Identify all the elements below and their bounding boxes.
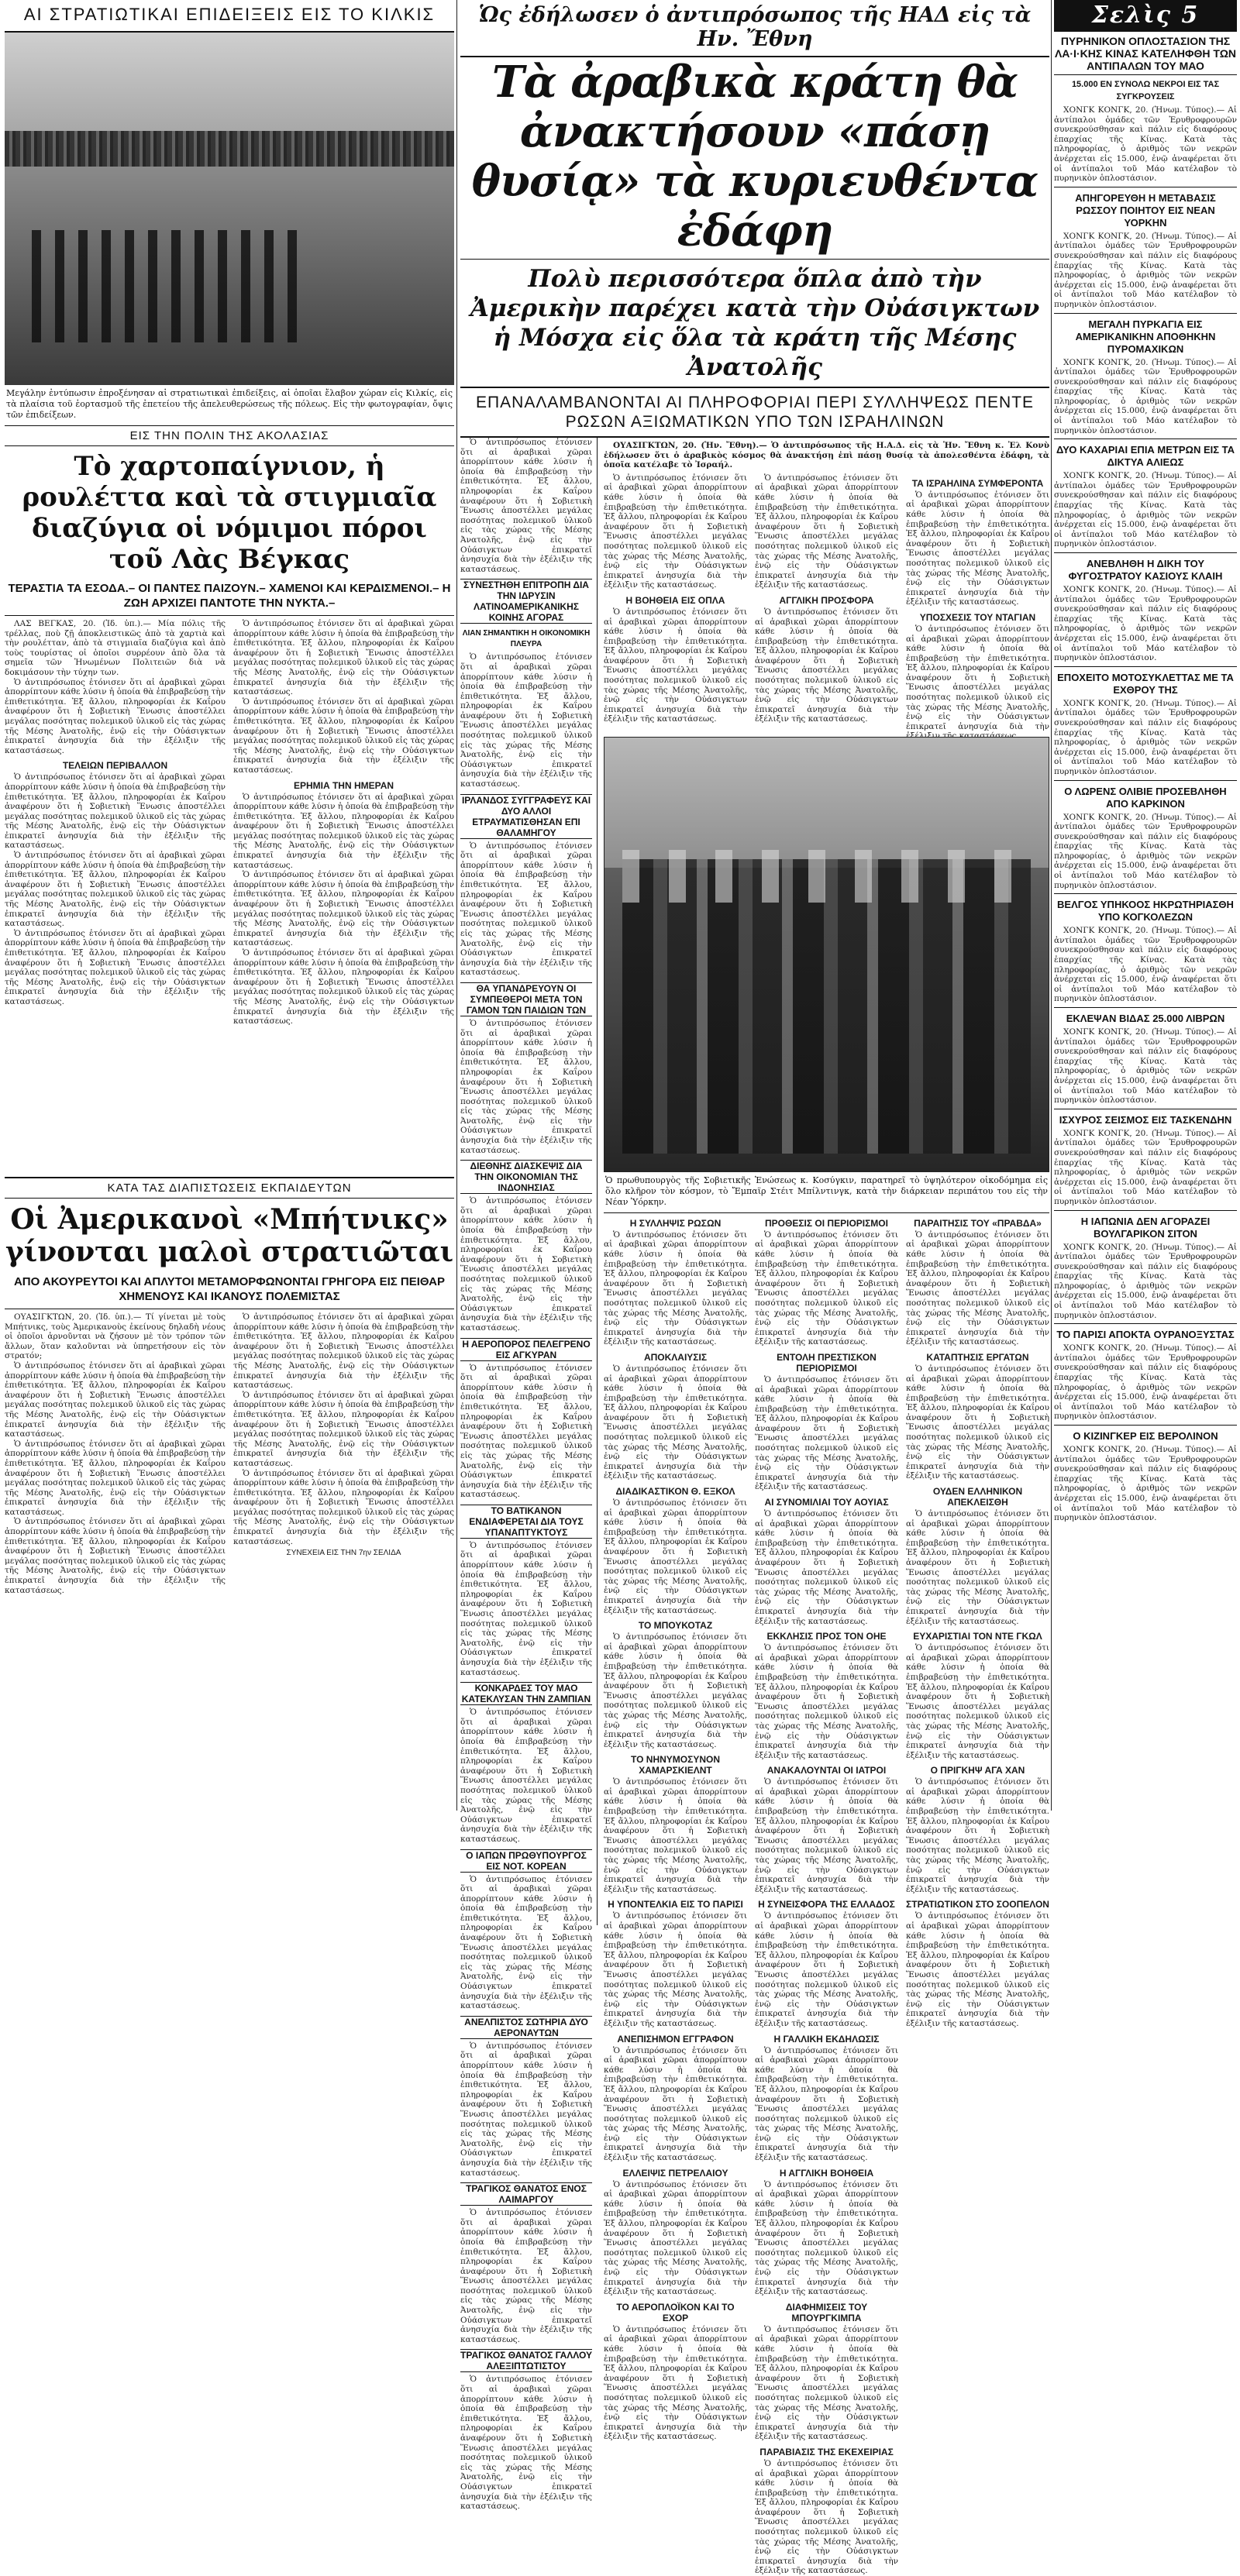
- right-head-1: ΜΕΓΑΛΗ ΠΥΡΚΑΓΙΑ ΕΙΣ ΑΜΕΡΙΚΑΝΙΚΗΝ ΑΠΟΘΗΚΗΝ ΠΥΡΟΜΑΧΙΚΩΝ: [1075, 318, 1216, 355]
- main-story: [604, 438, 1049, 2576]
- lower-c-head-4: Ο ΠΡΙΓΚΗΨ ΑΓΑ ΧΑΝ: [930, 1765, 1025, 1776]
- story1-filler-b: Ὁ ἀντιπρόσωπος ἐτόνισεν ὅτι αἱ ἀραβικαὶ χῶραι ἀπορρίπτουν κάθε λύσιν ἡ ὁποία θὰ ἐπιβραβεύσῃ τὴν ἐπιθετικότητα. Ἐξ ἄλλου, πληροφορίαι ἐκ Καΐρου ἀναφέρουν ὅτι ἡ Σοβιετικὴ Ἕνωσις ἀποστέλλει μεγάλας ποσότητας πολεμικοῦ ὑλικοῦ εἰς τὰς χώρας τῆς Μέσης Ἀνατολῆς, ἐνῷ εἰς τὴν Οὐάσιγκτων ἐπικρατεῖ ἀνησυχία διὰ τὴν ἐξέλιξιν τῆς καταστάσεως.: [5, 772, 226, 851]
- right-filler-7: ΧΟΝΓΚ ΚΟΝΓΚ, 20. (Ἡνωμ. Τύπος).— Αἱ ἀντίπαλοι ὁμάδες τῶν Ἐρυθροφρουρῶν συνεκρούσθησαν καὶ πάλιν εἰς διαφόρους ἐπαρχίας τῆς Κίνας. Κατὰ τὰς πληροφορίας, ὁ ἀριθμὸς τῶν νεκρῶν ἀνέρχεται εἰς 15.000, ἐνῷ ἀναφέρεται ὅτι οἱ ἀντίπαλοι τοῦ Μάο κατέλαβον τὸ πυρηνικὸν ὁπλοστάσιον.: [1054, 1027, 1237, 1106]
- story1-kicker: ΕΙΣ ΤΗΝ ΠΟΛΙΝ ΤΗΣ ΑΚΟΛΑΣΙΑΣ: [5, 426, 454, 446]
- lead-sub2: ΑΓΓΛΙΚΗ ΠΡΟΣΦΟΡΑ: [779, 594, 874, 606]
- mini-filler-2: Ὁ ἀντιπρόσωπος ἐτόνισεν ὅτι αἱ ἀραβικαὶ χῶραι ἀπορρίπτουν κάθε λύσιν ἡ ὁποία θὰ ἐπιβραβεύσῃ τὴν ἐπιθετικότητα. Ἐξ ἄλλου, πληροφορίαι ἐκ Καΐρου ἀναφέρουν ὅτι ἡ Σοβιετικὴ Ἕνωσις ἀποστέλλει μεγάλας ποσότητας πολεμικοῦ ὑλικοῦ εἰς τὰς χώρας τῆς Μέσης Ἀνατολῆς, ἐνῷ εἰς τὴν Οὐάσιγκτων ἐπικρατεῖ ἀνησυχία διὰ τὴν ἐξέλιξιν τῆς καταστάσεως.: [460, 841, 592, 978]
- lower-b-filler-9: Ὁ ἀντιπρόσωπος ἐτόνισεν ὅτι αἱ ἀραβικαὶ χῶραι ἀπορρίπτουν κάθε λύσιν ἡ ὁποία θὰ ἐπιβραβεύσῃ τὴν ἐπιθετικότητα. Ἐξ ἄλλου, πληροφορίαι ἐκ Καΐρου ἀναφέρουν ὅτι ἡ Σοβιετικὴ Ἕνωσις ἀποστέλλει μεγάλας ποσότητας πολεμικοῦ ὑλικοῦ εἰς τὰς χώρας τῆς Μέσης Ἀνατολῆς, ἐνῷ εἰς τὴν Οὐάσιγκτων ἐπικρατεῖ ἀνησυχία διὰ τὴν ἐξέλιξιν τῆς καταστάσεως.: [755, 2458, 898, 2576]
- lower-b-head-7: Η ΑΓΓΛΙΚΗ ΒΟΗΘΕΙΑ: [779, 2167, 874, 2179]
- center-column: [460, 0, 1049, 2576]
- story1-deck: ΤΕΡΑΣΤΙΑ ΤΑ ΕΣΟΔΑ.– ΟΙ ΠΑΝΤΕΣ ΠΑΙΖΟΥΝ.– ΧΑΜΕΝΟΙ ΚΑΙ ΚΕΡΔΙΣΜΕΝΟΙ.– Η ΖΩΗ ΑΡΧΙΖΕΙ ΠΑΝΤΟΤΕ ΤΗΝ ΝΥΚΤΑ.–: [5, 580, 454, 616]
- mini-filler-1: Ὁ ἀντιπρόσωπος ἐτόνισεν ὅτι αἱ ἀραβικαὶ χῶραι ἀπορρίπτουν κάθε λύσιν ἡ ὁποία θὰ ἐπιβραβεύσῃ τὴν ἐπιθετικότητα. Ἐξ ἄλλου, πληροφορίαι ἐκ Καΐρου ἀναφέρουν ὅτι ἡ Σοβιετικὴ Ἕνωσις ἀποστέλλει μεγάλας ποσότητας πολεμικοῦ ὑλικοῦ εἰς τὰς χώρας τῆς Μέσης Ἀνατολῆς, ἐνῷ εἰς τὴν Οὐάσιγκτων ἐπικρατεῖ ἀνησυχία διὰ τὴν ἐξέλιξιν τῆς καταστάσεως.: [460, 652, 592, 789]
- lower-filler-7: Ὁ ἀντιπρόσωπος ἐτόνισεν ὅτι αἱ ἀραβικαὶ χῶραι ἀπορρίπτουν κάθε λύσιν ἡ ὁποία θὰ ἐπιβραβεύσῃ τὴν ἐπιθετικότητα. Ἐξ ἄλλου, πληροφορίαι ἐκ Καΐρου ἀναφέρουν ὅτι ἡ Σοβιετικὴ Ἕνωσις ἀποστέλλει μεγάλας ποσότητας πολεμικοῦ ὑλικοῦ εἰς τὰς χώρας τῆς Μέσης Ἀνατολῆς, ἐνῷ εἰς τὴν Οὐάσιγκτων ἐπικρατεῖ ἀνησυχία διὰ τὴν ἐξέλιξιν τῆς καταστάσεως.: [604, 2179, 747, 2297]
- right-head-0: ΑΠΗΓΟΡΕΥΘΗ Η ΜΕΤΑΒΑΣΙΣ ΡΩΣΣΟΥ ΠΟΙΗΤΟΥ ΕΙΣ ΝΕΑΝ ΥΟΡΚΗΝ: [1075, 191, 1216, 229]
- lower-b-head-0: ΠΡΟΘΕΣΙΣ ΟΙ ΠΕΡΙΟΡΙΣΜΟΙ: [765, 1217, 888, 1229]
- lead-sub1: Η ΒΟΗΘΕΙΑ ΕΙΣ ΟΠΛΑ: [625, 594, 725, 606]
- story1-filler-f: Ὁ ἀντιπρόσωπος ἐτόνισεν ὅτι αἱ ἀραβικαὶ χῶραι ἀπορρίπτουν κάθε λύσιν ἡ ὁποία θὰ ἐπιβραβεύσῃ τὴν ἐπιθετικότητα. Ἐξ ἄλλου, πληροφορίαι ἐκ Καΐρου ἀναφέρουν ὅτι ἡ Σοβιετικὴ Ἕνωσις ἀποστέλλει μεγάλας ποσότητας πολεμικοῦ ὑλικοῦ εἰς τὰς χώρας τῆς Μέσης Ἀνατολῆς, ἐνῷ εἰς τὴν Οὐάσιγκτων ἐπικρατεῖ ἀνησυχία διὰ τὴν ἐξέλιξιν τῆς καταστάσεως.: [233, 696, 454, 775]
- lower-b-head-3: ΕΚΚΛΗΣΙΣ ΠΡΟΣ ΤΟΝ ΟΗΕ: [766, 1631, 887, 1642]
- story1-filler-e: Ὁ ἀντιπρόσωπος ἐτόνισεν ὅτι αἱ ἀραβικαὶ χῶραι ἀπορρίπτουν κάθε λύσιν ἡ ὁποία θὰ ἐπιβραβεύσῃ τὴν ἐπιθετικότητα. Ἐξ ἄλλου, πληροφορίαι ἐκ Καΐρου ἀναφέρουν ὅτι ἡ Σοβιετικὴ Ἕνωσις ἀποστέλλει μεγάλας ποσότητας πολεμικοῦ ὑλικοῦ εἰς τὰς χώρας τῆς Μέσης Ἀνατολῆς, ἐνῷ εἰς τὴν Οὐάσιγκτων ἐπικρατεῖ ἀνησυχία διὰ τὴν ἐξέλιξιν τῆς καταστάσεως.: [233, 619, 454, 697]
- lower-b-filler-2: Ὁ ἀντιπρόσωπος ἐτόνισεν ὅτι αἱ ἀραβικαὶ χῶραι ἀπορρίπτουν κάθε λύσιν ἡ ὁποία θὰ ἐπιβραβεύσῃ τὴν ἐπιθετικότητα. Ἐξ ἄλλου, πληροφορίαι ἐκ Καΐρου ἀναφέρουν ὅτι ἡ Σοβιετικὴ Ἕνωσις ἀποστέλλει μεγάλας ποσότητας πολεμικοῦ ὑλικοῦ εἰς τὰς χώρας τῆς Μέσης Ἀνατολῆς, ἐνῷ εἰς τὴν Οὐάσιγκτων ἐπικρατεῖ ἀνησυχία διὰ τὴν ἐξέλιξιν τῆς καταστάσεως.: [755, 1509, 898, 1626]
- lower-filler-8: Ὁ ἀντιπρόσωπος ἐτόνισεν ὅτι αἱ ἀραβικαὶ χῶραι ἀπορρίπτουν κάθε λύσιν ἡ ὁποία θὰ ἐπιβραβεύσῃ τὴν ἐπιθετικότητα. Ἐξ ἄλλου, πληροφορίαι ἐκ Καΐρου ἀναφέρουν ὅτι ἡ Σοβιετικὴ Ἕνωσις ἀποστέλλει μεγάλας ποσότητας πολεμικοῦ ὑλικοῦ εἰς τὰς χώρας τῆς Μέσης Ἀνατολῆς, ἐνῷ εἰς τὴν Οὐάσιγκτων ἐπικρατεῖ ἀνησυχία διὰ τὴν ἐξέλιξιν τῆς καταστάσεως.: [604, 2324, 747, 2442]
- lower-c-head-5: ΣΤΡΑΤΙΩΤΙΚΟΝ ΣΤΟ ΣΟΟΠΕΛΟΝ: [906, 1899, 1049, 1911]
- right-lead-text: ΧΟΝΓΚ ΚΟΝΓΚ, 20. (Ἡνωμ. Τύπος).— Αἱ ἀντίπαλοι ὁμάδες τῶν Ἐρυθροφρουρῶν συνεκρούσθησαν καὶ πάλιν εἰς διαφόρους ἐπαρχίας τῆς Κίνας. Κατὰ τὰς πληροφορίας, ὁ ἀριθμὸς τῶν νεκρῶν ἀνέρχεται εἰς 15.000, ἐνῷ ἀναφέρεται ὅτι οἱ ἀντίπαλοι τοῦ Μάο κατέλαβον τὸ πυρηνικὸν ὁπλοστάσιον.: [1054, 105, 1237, 184]
- lead-filler-b: Ὁ ἀντιπρόσωπος ἐτόνισεν ὅτι αἱ ἀραβικαὶ χῶραι ἀπορρίπτουν κάθε λύσιν ἡ ὁποία θὰ ἐπιβραβεύσῃ τὴν ἐπιθετικότητα. Ἐξ ἄλλου, πληροφορίαι ἐκ Καΐρου ἀναφέρουν ὅτι ἡ Σοβιετικὴ Ἕνωσις ἀποστέλλει μεγάλας ποσότητας πολεμικοῦ ὑλικοῦ εἰς τὰς χώρας τῆς Μέσης Ἀνατολῆς, ἐνῷ εἰς τὴν Οὐάσιγκτων ἐπικρατεῖ ἀνησυχία διὰ τὴν ἐξέλιξιν τῆς καταστάσεως.: [604, 607, 747, 724]
- lower-filler-4: Ὁ ἀντιπρόσωπος ἐτόνισεν ὅτι αἱ ἀραβικαὶ χῶραι ἀπορρίπτουν κάθε λύσιν ἡ ὁποία θὰ ἐπιβραβεύσῃ τὴν ἐπιθετικότητα. Ἐξ ἄλλου, πληροφορίαι ἐκ Καΐρου ἀναφέρουν ὅτι ἡ Σοβιετικὴ Ἕνωσις ἀποστέλλει μεγάλας ποσότητας πολεμικοῦ ὑλικοῦ εἰς τὰς χώρας τῆς Μέσης Ἀνατολῆς, ἐνῷ εἰς τὴν Οὐάσιγκτων ἐπικρατεῖ ἀνησυχία διὰ τὴν ἐξέλιξιν τῆς καταστάσεως.: [604, 1777, 747, 1894]
- lower-head-8: ΤΟ ΑΕΡΟΠΛΟΪΚΟΝ ΚΑΙ ΤΟ ΕΧΟΡ: [616, 2301, 735, 2323]
- lower-filler-6: Ὁ ἀντιπρόσωπος ἐτόνισεν ὅτι αἱ ἀραβικαὶ χῶραι ἀπορρίπτουν κάθε λύσιν ἡ ὁποία θὰ ἐπιβραβεύσῃ τὴν ἐπιθετικότητα. Ἐξ ἄλλου, πληροφορίαι ἐκ Καΐρου ἀναφέρουν ὅτι ἡ Σοβιετικὴ Ἕνωσις ἀποστέλλει μεγάλας ποσότητας πολεμικοῦ ὑλικοῦ εἰς τὰς χώρας τῆς Μέσης Ἀνατολῆς, ἐνῷ εἰς τὴν Οὐάσιγκτων ἐπικρατεῖ ἀνησυχία διὰ τὴν ἐξέλιξιν τῆς καταστάσεως.: [604, 2045, 747, 2163]
- page-number-masthead: Σελὶς 5: [1054, 0, 1237, 32]
- photo-caption: Μεγάλην ἐντύπωσιν ἐπροξένησαν αἱ στρατιωτικαὶ ἐπιδείξεις, αἱ ὁποῖαι ἔλαβον χώραν εἰς Κιλκίς, εἰς τὰ πλαίσια τοῦ ἑορτασμοῦ τῆς ἐπετείου τῆς ἀπελευθερώσεως τῆς πόλεως. Εἰς τὴν φωτογραφίαν, ὄψις τῶν ἐπιδείξεων.: [5, 385, 454, 426]
- lower-c-head-2: ΟΥΔΕΝ ΕΛΛΗΝΙΚΟΝ ΑΠΕΚΛΕΙΣΘΗ: [932, 1486, 1023, 1508]
- mini-head-1b: ΛΙΑΝ ΣΗΜΑΝΤΙΚΗ Η ΟΙΚΟΝΟΜΙΚΗ ΠΛΕΥΡΑ: [462, 629, 591, 649]
- story2-text: ΟΥΑΣΙΓΚΤΩΝ, 20. (Ἰδ. ὑπ.).— Τί γίνεται μὲ τοὺς Μπήτνικς, τοὺς Ἀμερικανοὺς ἐκείνους δηλαδὴ νέους οἱ ὁποῖοι ἀρνοῦνται νὰ ζήσουν μὲ τὸν τρόπον τῶν ἄλλων, ὅταν καλοῦνται νὰ ὑπηρετήσουν εἰς τὸν στρατόν;: [5, 1312, 226, 1361]
- lower-head-2: ΔΙΑΔΙΚΑΣΤΙΚΟΝ Θ. ΕΞΚΟΛ: [615, 1486, 735, 1498]
- mini-filler-10: Ὁ ἀντιπρόσωπος ἐτόνισεν ὅτι αἱ ἀραβικαὶ χῶραι ἀπορρίπτουν κάθε λύσιν ἡ ὁποία θὰ ἐπιβραβεύσῃ τὴν ἐπιθετικότητα. Ἐξ ἄλλου, πληροφορίαι ἐκ Καΐρου ἀναφέρουν ὅτι ἡ Σοβιετικὴ Ἕνωσις ἀποστέλλει μεγάλας ποσότητας πολεμικοῦ ὑλικοῦ εἰς τὰς χώρας τῆς Μέσης Ἀνατολῆς, ἐνῷ εἰς τὴν Οὐάσιγκτων ἐπικρατεῖ ἀνησυχία διὰ τὴν ἐξέλιξιν τῆς καταστάσεως.: [460, 2208, 592, 2344]
- right-filler-0: ΧΟΝΓΚ ΚΟΝΓΚ, 20. (Ἡνωμ. Τύπος).— Αἱ ἀντίπαλοι ὁμάδες τῶν Ἐρυθροφρουρῶν συνεκρούσθησαν καὶ πάλιν εἰς διαφόρους ἐπαρχίας τῆς Κίνας. Κατὰ τὰς πληροφορίας, ὁ ἀριθμὸς τῶν νεκρῶν ἀνέρχεται εἰς 15.000, ἐνῷ ἀναφέρεται ὅτι οἱ ἀντίπαλοι τοῦ Μάο κατέλαβον τὸ πυρηνικὸν ὁπλοστάσιον.: [1054, 231, 1237, 309]
- right-head-10: ΤΟ ΠΑΡΙΣΙ ΑΠΟΚΤΑ ΟΥΡΑΝΟΞΥΣΤΑΣ: [1056, 1329, 1235, 1341]
- mini-head-7: ΚΟΝΚΑΡΔΕΣ ΤΟΥ ΜΑΟ ΚΑΤΕΚΛΥΣΑΝ ΤΗΝ ΖΑΜΠΙΑΝ: [461, 1683, 591, 1705]
- right-lead-headline: ΠΥΡΗΝΙΚΟΝ ΟΠΛΟΣΤΑΣΙΟΝ ΤΗΣ ΛΑ·Ι·ΚΗΣ ΚΙΝΑΣ ΚΑΤΕΛΗΦΘΗ ΤΩΝ ΑΝΤΙΠΑΛΩΝ ΤΟΥ ΜΑΟ: [1054, 35, 1237, 72]
- lower-head-5: Η ΥΠΟΝΤΕΛΚΙΑ ΕΙΣ ΤΟ ΠΑΡΙΣΙ: [608, 1899, 743, 1911]
- story2-headline: Οἱ Ἀμερικανοὶ «Μπήτνικς» γίνονται μαλοὶ στρατιῶται: [5, 1203, 453, 1268]
- lower-c-filler-5: Ὁ ἀντιπρόσωπος ἐτόνισεν ὅτι αἱ ἀραβικαὶ χῶραι ἀπορρίπτουν κάθε λύσιν ἡ ὁποία θὰ ἐπιβραβεύσῃ τὴν ἐπιθετικότητα. Ἐξ ἄλλου, πληροφορίαι ἐκ Καΐρου ἀναφέρουν ὅτι ἡ Σοβιετικὴ Ἕνωσις ἀποστέλλει μεγάλας ποσότητας πολεμικοῦ ὑλικοῦ εἰς τὰς χώρας τῆς Μέσης Ἀνατολῆς, ἐνῷ εἰς τὴν Οὐάσιγκτων ἐπικρατεῖ ἀνησυχία διὰ τὴν ἐξέλιξιν τῆς καταστάσεως.: [906, 1911, 1049, 2028]
- story2-deck: ΑΠΟ ΑΚΟΥΡΕΥΤΟΙ ΚΑΙ ΑΠΛΥΤΟΙ ΜΕΤΑΜΟΡΦΩΝΟΝΤΑΙ ΓΡΗΓΟΡΑ ΕΙΣ ΠΕΙΘΑΡ ΧΗΜΕΝΟΥΣ ΚΑΙ ΙΚΑΝΟΥΣ ΠΟΛΕΜΙΣΤΑΣ: [5, 1273, 454, 1309]
- story2-filler-b: Ὁ ἀντιπρόσωπος ἐτόνισεν ὅτι αἱ ἀραβικαὶ χῶραι ἀπορρίπτουν κάθε λύσιν ἡ ὁποία θὰ ἐπιβραβεύσῃ τὴν ἐπιθετικότητα. Ἐξ ἄλλου, πληροφορίαι ἐκ Καΐρου ἀναφέρουν ὅτι ἡ Σοβιετικὴ Ἕνωσις ἀποστέλλει μεγάλας ποσότητας πολεμικοῦ ὑλικοῦ εἰς τὰς χώρας τῆς Μέσης Ἀνατολῆς, ἐνῷ εἰς τὴν Οὐάσιγκτων ἐπικρατεῖ ἀνησυχία διὰ τὴν ἐξέλιξιν τῆς καταστάσεως.: [5, 1439, 226, 1517]
- lower-filler-0: Ὁ ἀντιπρόσωπος ἐτόνισεν ὅτι αἱ ἀραβικαὶ χῶραι ἀπορρίπτουν κάθε λύσιν ἡ ὁποία θὰ ἐπιβραβεύσῃ τὴν ἐπιθετικότητα. Ἐξ ἄλλου, πληροφορίαι ἐκ Καΐρου ἀναφέρουν ὅτι ἡ Σοβιετικὴ Ἕνωσις ἀποστέλλει μεγάλας ποσότητας πολεμικοῦ ὑλικοῦ εἰς τὰς χώρας τῆς Μέσης Ἀνατολῆς, ἐνῷ εἰς τὴν Οὐάσιγκτων ἐπικρατεῖ ἀνησυχία διὰ τὴν ἐξέλιξιν τῆς καταστάσεως.: [604, 1230, 747, 1347]
- story1-filler-d: Ὁ ἀντιπρόσωπος ἐτόνισεν ὅτι αἱ ἀραβικαὶ χῶραι ἀπορρίπτουν κάθε λύσιν ἡ ὁποία θὰ ἐπιβραβεύσῃ τὴν ἐπιθετικότητα. Ἐξ ἄλλου, πληροφορίαι ἐκ Καΐρου ἀναφέρουν ὅτι ἡ Σοβιετικὴ Ἕνωσις ἀποστέλλει μεγάλας ποσότητας πολεμικοῦ ὑλικοῦ εἰς τὰς χώρας τῆς Μέσης Ἀνατολῆς, ἐνῷ εἰς τὴν Οὐάσιγκτων ἐπικρατεῖ ἀνησυχία διὰ τὴν ἐξέλιξιν τῆς καταστάσεως.: [5, 928, 226, 1006]
- right-lead-sub: 15.000 ΕΝ ΣΥΝΟΛΩ ΝΕΚΡΟΙ ΕΙΣ ΤΑΣ ΣΥΓΚΡΟΥΣΕΙΣ: [1054, 74, 1237, 105]
- lower-b-head-6: Η ΓΑΛΛΙΚΗ ΕΚΔΗΛΩΣΙΣ: [773, 2033, 880, 2045]
- lower-head-0: Η ΣΥΛΛΗΨΙΣ ΡΩΣΩΝ: [629, 1217, 722, 1229]
- right-filler-10: ΧΟΝΓΚ ΚΟΝΓΚ, 20. (Ἡνωμ. Τύπος).— Αἱ ἀντίπαλοι ὁμάδες τῶν Ἐρυθροφρουρῶν συνεκρούσθησαν καὶ πάλιν εἰς διαφόρους ἐπαρχίας τῆς Κίνας. Κατὰ τὰς πληροφορίας, ὁ ἀριθμὸς τῶν νεκρῶν ἀνέρχεται εἰς 15.000, ἐνῷ ἀναφέρεται ὅτι οἱ ἀντίπαλοι τοῦ Μάο κατέλαβον τὸ πυρηνικὸν ὁπλοστάσιον.: [1054, 1343, 1237, 1422]
- right-filler-1: ΧΟΝΓΚ ΚΟΝΓΚ, 20. (Ἡνωμ. Τύπος).— Αἱ ἀντίπαλοι ὁμάδες τῶν Ἐρυθροφρουρῶν συνεκρούσθησαν καὶ πάλιν εἰς διαφόρους ἐπαρχίας τῆς Κίνας. Κατὰ τὰς πληροφορίας, ὁ ἀριθμὸς τῶν νεκρῶν ἀνέρχεται εἰς 15.000, ἐνῷ ἀναφέρεται ὅτι οἱ ἀντίπαλοι τοῦ Μάο κατέλαβον τὸ πυρηνικὸν ὁπλοστάσιον.: [1054, 357, 1237, 435]
- lower-b-head-4: ΑΝΑΚΑΛΟΥΝΤΑΙ ΟΙ ΙΑΤΡΟΙ: [766, 1765, 887, 1776]
- lower-b-head-8: ΔΙΑΦΗΜΙΣΕΙΣ ΤΟΥ ΜΠΟΥΡΓΚΙΜΠΑ: [785, 2301, 868, 2323]
- lower-c-filler-3: Ὁ ἀντιπρόσωπος ἐτόνισεν ὅτι αἱ ἀραβικαὶ χῶραι ἀπορρίπτουν κάθε λύσιν ἡ ὁποία θὰ ἐπιβραβεύσῃ τὴν ἐπιθετικότητα. Ἐξ ἄλλου, πληροφορίαι ἐκ Καΐρου ἀναφέρουν ὅτι ἡ Σοβιετικὴ Ἕνωσις ἀποστέλλει μεγάλας ποσότητας πολεμικοῦ ὑλικοῦ εἰς τὰς χώρας τῆς Μέσης Ἀνατολῆς, ἐνῷ εἰς τὴν Οὐάσιγκτων ἐπικρατεῖ ἀνησυχία διὰ τὴν ἐξέλιξιν τῆς καταστάσεως.: [906, 1643, 1049, 1760]
- lower-filler-3: Ὁ ἀντιπρόσωπος ἐτόνισεν ὅτι αἱ ἀραβικαὶ χῶραι ἀπορρίπτουν κάθε λύσιν ἡ ὁποία θὰ ἐπιβραβεύσῃ τὴν ἐπιθετικότητα. Ἐξ ἄλλου, πληροφορίαι ἐκ Καΐρου ἀναφέρουν ὅτι ἡ Σοβιετικὴ Ἕνωσις ἀποστέλλει μεγάλας ποσότητας πολεμικοῦ ὑλικοῦ εἰς τὰς χώρας τῆς Μέσης Ἀνατολῆς, ἐνῷ εἰς τὴν Οὐάσιγκτων ἐπικρατεῖ ἀνησυχία διὰ τὴν ἐξέλιξιν τῆς καταστάσεως.: [604, 1632, 747, 1749]
- right-filler-11: ΧΟΝΓΚ ΚΟΝΓΚ, 20. (Ἡνωμ. Τύπος).— Αἱ ἀντίπαλοι ὁμάδες τῶν Ἐρυθροφρουρῶν συνεκρούσθησαν καὶ πάλιν εἰς διαφόρους ἐπαρχίας τῆς Κίνας. Κατὰ τὰς πληροφορίας, ὁ ἀριθμὸς τῶν νεκρῶν ἀνέρχεται εἰς 15.000, ἐνῷ ἀναφέρεται ὅτι οἱ ἀντίπαλοι τοῦ Μάο κατέλαβον τὸ πυρηνικὸν ὁπλοστάσιον.: [1054, 1445, 1237, 1523]
- lower-head-4: ΤΟ ΝΗΝΥΜΟΣΥΝΟΝ ΧΑΜΑΡΣΚΙΕΛΝΤ: [631, 1754, 720, 1776]
- lower-c-filler-4: Ὁ ἀντιπρόσωπος ἐτόνισεν ὅτι αἱ ἀραβικαὶ χῶραι ἀπορρίπτουν κάθε λύσιν ἡ ὁποία θὰ ἐπιβραβεύσῃ τὴν ἐπιθετικότητα. Ἐξ ἄλλου, πληροφορίαι ἐκ Καΐρου ἀναφέρουν ὅτι ἡ Σοβιετικὴ Ἕνωσις ἀποστέλλει μεγάλας ποσότητας πολεμικοῦ ὑλικοῦ εἰς τὰς χώρας τῆς Μέσης Ἀνατολῆς, ἐνῷ εἰς τὴν Οὐάσιγκτων ἐπικρατεῖ ἀνησυχία διὰ τὴν ἐξέλιξιν τῆς καταστάσεως.: [906, 1777, 1049, 1894]
- story1-sub2: ΕΡΗΜΙΑ ΤΗΝ ΗΜΕΡΑΝ: [293, 779, 394, 791]
- lead-body-cols: [604, 473, 1049, 737]
- right-filler-3: ΧΟΝΓΚ ΚΟΝΓΚ, 20. (Ἡνωμ. Τύπος).— Αἱ ἀντίπαλοι ὁμάδες τῶν Ἐρυθροφρουρῶν συνεκρούσθησαν καὶ πάλιν εἰς διαφόρους ἐπαρχίας τῆς Κίνας. Κατὰ τὰς πληροφορίας, ὁ ἀριθμὸς τῶν νεκρῶν ἀνέρχεται εἰς 15.000, ἐνῷ ἀναφέρεται ὅτι οἱ ἀντίπαλοι τοῦ Μάο κατέλαβον τὸ πυρηνικὸν ὁπλοστάσιον.: [1054, 585, 1237, 663]
- lead-filler-e: Ὁ ἀντιπρόσωπος ἐτόνισεν ὅτι αἱ ἀραβικαὶ χῶραι ἀπορρίπτουν κάθε λύσιν ἡ ὁποία θὰ ἐπιβραβεύσῃ τὴν ἐπιθετικότητα. Ἐξ ἄλλου, πληροφορίαι ἐκ Καΐρου ἀναφέρουν ὅτι ἡ Σοβιετικὴ Ἕνωσις ἀποστέλλει μεγάλας ποσότητας πολεμικοῦ ὑλικοῦ εἰς τὰς χώρας τῆς Μέσης Ἀνατολῆς, ἐνῷ εἰς τὴν Οὐάσιγκτων ἐπικρατεῖ ἀνησυχία διὰ τὴν ἐξέλιξιν τῆς καταστάσεως.: [906, 490, 1049, 607]
- story1-body: [5, 616, 454, 1177]
- mini-head-4: ΔΙΕΘΝΗΣ ΔΙΑΣΚΕΨΙΣ ΔΙΑ ΤΗΝ ΟΙΚΟΝΟΜΙΑΝ ΤΗΣ ΙΝΔΟΝΗΣΙΑΣ: [460, 1160, 592, 1194]
- lower-b-filler-1: Ὁ ἀντιπρόσωπος ἐτόνισεν ὅτι αἱ ἀραβικαὶ χῶραι ἀπορρίπτουν κάθε λύσιν ἡ ὁποία θὰ ἐπιβραβεύσῃ τὴν ἐπιθετικότητα. Ἐξ ἄλλου, πληροφορίαι ἐκ Καΐρου ἀναφέρουν ὅτι ἡ Σοβιετικὴ Ἕνωσις ἀποστέλλει μεγάλας ποσότητας πολεμικοῦ ὑλικοῦ εἰς τὰς χώρας τῆς Μέσης Ἀνατολῆς, ἐνῷ εἰς τὴν Οὐάσιγκτων ἐπικρατεῖ ἀνησυχία διὰ τὴν ἐξέλιξιν τῆς καταστάσεως.: [755, 1374, 898, 1492]
- kosygin-caption: Ὁ πρωθυπουργὸς τῆς Σοβιετικῆς Ἑνώσεως κ. Κοσύγκιν, παρατηρεῖ τὸ ὑψηλότερον οἰκοδόμημα εἰς ὅλο κλῆρον τὸν κόσμον, τὸ Ἔμπαϊρ Στέιτ Μπίλντινγκ, κατὰ τὴν διάρκειαν περιπάτου του εἰς τὴν Νέαν Ὑόρκην.: [604, 1172, 1049, 1213]
- mini-head-2: ΙΡΛΑΝΔΟΣ ΣΥΓΓΡΑΦΕΥΣ ΚΑΙ ΔΥΟ ΑΛΛΟΙ ΕΤΡΑΥΜΑΤΙΣΘΗΣΑΝ ΕΠΙ ΘΑΛΑΜΗΓΟΥ: [461, 794, 591, 838]
- mini-filler-5: Ὁ ἀντιπρόσωπος ἐτόνισεν ὅτι αἱ ἀραβικαὶ χῶραι ἀπορρίπτουν κάθε λύσιν ἡ ὁποία θὰ ἐπιβραβεύσῃ τὴν ἐπιθετικότητα. Ἐξ ἄλλου, πληροφορίαι ἐκ Καΐρου ἀναφέρουν ὅτι ἡ Σοβιετικὴ Ἕνωσις ἀποστέλλει μεγάλας ποσότητας πολεμικοῦ ὑλικοῦ εἰς τὰς χώρας τῆς Μέσης Ἀνατολῆς, ἐνῷ εἰς τὴν Οὐάσιγκτων ἐπικρατεῖ ἀνησυχία διὰ τὴν ἐξέλιξιν τῆς καταστάσεως.: [460, 1363, 592, 1500]
- mini-column: [460, 438, 598, 2512]
- mini-filler-0: Ὁ ἀντιπρόσωπος ἐτόνισεν ὅτι αἱ ἀραβικαὶ χῶραι ἀπορρίπτουν κάθε λύσιν ἡ ὁποία θὰ ἐπιβραβεύσῃ τὴν ἐπιθετικότητα. Ἐξ ἄλλου, πληροφορίαι ἐκ Καΐρου ἀναφέρουν ὅτι ἡ Σοβιετικὴ Ἕνωσις ἀποστέλλει μεγάλας ποσότητας πολεμικοῦ ὑλικοῦ εἰς τὰς χώρας τῆς Μέσης Ἀνατολῆς, ἐνῷ εἰς τὴν Οὐάσιγκτων ἐπικρατεῖ ἀνησυχία διὰ τὴν ἐξέλιξιν τῆς καταστάσεως.: [460, 438, 592, 574]
- story1-filler-a: Ὁ ἀντιπρόσωπος ἐτόνισεν ὅτι αἱ ἀραβικαὶ χῶραι ἀπορρίπτουν κάθε λύσιν ἡ ὁποία θὰ ἐπιβραβεύσῃ τὴν ἐπιθετικότητα. Ἐξ ἄλλου, πληροφορίαι ἐκ Καΐρου ἀναφέρουν ὅτι ἡ Σοβιετικὴ Ἕνωσις ἀποστέλλει μεγάλας ποσότητας πολεμικοῦ ὑλικοῦ εἰς τὰς χώρας τῆς Μέσης Ἀνατολῆς, ἐνῷ εἰς τὴν Οὐάσιγκτων ἐπικρατεῖ ἀνησυχία διὰ τὴν ἐξέλιξιν τῆς καταστάσεως.: [5, 677, 226, 755]
- military-parade-photo: [5, 33, 454, 385]
- mini-head-3: ΘΑ ΥΠΑΝΔΡΕΥΟΥΝ ΟΙ ΣΥΜΠΕΘΕΡΟΙ ΜΕΤΑ ΤΟΝ ΓΑΜΟΝ ΤΩΝ ΠΑΙΔΙΩΝ ΤΩΝ: [460, 982, 592, 1016]
- right-head-11: Ο ΚΙΖΙΝΓΚΕΡ ΕΙΣ ΒΕΡΟΛΙΝΟΝ: [1073, 1430, 1218, 1442]
- kosygin-photo: [604, 737, 1049, 1172]
- lower-b-head-9: ΠΑΡΑΒΙΑΣΙΣ ΤΗΣ ΕΚΕΧΕΙΡΙΑΣ: [760, 2446, 894, 2457]
- right-head-5: Ο ΛΩΡΕΝΣ ΟΛΙΒΙΕ ΠΡΟΣΕΒΛΗΘΗ ΑΠΟ ΚΑΡΚΙΝΟΝ: [1064, 785, 1227, 810]
- lower-b-head-5: Η ΣΥΝΕΙΣΦΟΡΑ ΤΗΣ ΕΛΛΑΔΟΣ: [758, 1899, 895, 1911]
- lower-head-1: ΑΠΟΚΛΑΙΥΣΙΣ: [643, 1351, 708, 1363]
- lower-b-head-1: ΕΝΤΟΛΗ ΠΡΕΣΤΙΣΚΟΝ ΠΕΡΙΟΡΙΣΜΟΙ: [777, 1351, 877, 1374]
- lower-filler-2: Ὁ ἀντιπρόσωπος ἐτόνισεν ὅτι αἱ ἀραβικαὶ χῶραι ἀπορρίπτουν κάθε λύσιν ἡ ὁποία θὰ ἐπιβραβεύσῃ τὴν ἐπιθετικότητα. Ἐξ ἄλλου, πληροφορίαι ἐκ Καΐρου ἀναφέρουν ὅτι ἡ Σοβιετικὴ Ἕνωσις ἀποστέλλει μεγάλας ποσότητας πολεμικοῦ ὑλικοῦ εἰς τὰς χώρας τῆς Μέσης Ἀνατολῆς, ἐνῷ εἰς τὴν Οὐάσιγκτων ἐπικρατεῖ ἀνησυχία διὰ τὴν ἐξέλιξιν τῆς καταστάσεως.: [604, 1498, 747, 1615]
- story2-kicker: ΚΑΤΑ ΤΑΣ ΔΙΑΠΙΣΤΩΣΕΙΣ ΕΚΠΑΙΔΕΥΤΩΝ: [5, 1177, 454, 1199]
- lower-c-filler-0: Ὁ ἀντιπρόσωπος ἐτόνισεν ὅτι αἱ ἀραβικαὶ χῶραι ἀπορρίπτουν κάθε λύσιν ἡ ὁποία θὰ ἐπιβραβεύσῃ τὴν ἐπιθετικότητα. Ἐξ ἄλλου, πληροφορίαι ἐκ Καΐρου ἀναφέρουν ὅτι ἡ Σοβιετικὴ Ἕνωσις ἀποστέλλει μεγάλας ποσότητας πολεμικοῦ ὑλικοῦ εἰς τὰς χώρας τῆς Μέσης Ἀνατολῆς, ἐνῷ εἰς τὴν Οὐάσιγκτων ἐπικρατεῖ ἀνησυχία διὰ τὴν ἐξέλιξιν τῆς καταστάσεως.: [906, 1230, 1049, 1347]
- mini-head-11: ΤΡΑΓΙΚΟΣ ΘΑΝΑΤΟΣ ΓΑΛΛΟΥ ΑΛΕΞΙΠΤΩΤΙΣΤΟΥ: [460, 2350, 592, 2372]
- mini-filler-4: Ὁ ἀντιπρόσωπος ἐτόνισεν ὅτι αἱ ἀραβικαὶ χῶραι ἀπορρίπτουν κάθε λύσιν ἡ ὁποία θὰ ἐπιβραβεύσῃ τὴν ἐπιθετικότητα. Ἐξ ἄλλου, πληροφορίαι ἐκ Καΐρου ἀναφέρουν ὅτι ἡ Σοβιετικὴ Ἕνωσις ἀποστέλλει μεγάλας ποσότητας πολεμικοῦ ὑλικοῦ εἰς τὰς χώρας τῆς Μέσης Ἀνατολῆς, ἐνῷ εἰς τὴν Οὐάσιγκτων ἐπικρατεῖ ἀνησυχία διὰ τὴν ἐξέλιξιν τῆς καταστάσεως.: [460, 1196, 592, 1333]
- lower-b-filler-3: Ὁ ἀντιπρόσωπος ἐτόνισεν ὅτι αἱ ἀραβικαὶ χῶραι ἀπορρίπτουν κάθε λύσιν ἡ ὁποία θὰ ἐπιβραβεύσῃ τὴν ἐπιθετικότητα. Ἐξ ἄλλου, πληροφορίαι ἐκ Καΐρου ἀναφέρουν ὅτι ἡ Σοβιετικὴ Ἕνωσις ἀποστέλλει μεγάλας ποσότητας πολεμικοῦ ὑλικοῦ εἰς τὰς χώρας τῆς Μέσης Ἀνατολῆς, ἐνῷ εἰς τὴν Οὐάσιγκτων ἐπικρατεῖ ἀνησυχία διὰ τὴν ἐξέλιξιν τῆς καταστάσεως.: [755, 1643, 898, 1760]
- lower-c-head-3: ΕΥΧΑΡΙΣΤΙΑΙ ΤΟΝ ΝΤΕ ΓΚΩΛ: [913, 1631, 1042, 1642]
- right-head-6: ΒΕΛΓΟΣ ΥΠΗΚΟΟΣ ΗΚΡΩΤΗΡΙΑΣΘΗ ΥΠΟ ΚΟΓΚΟΛΕΖΩΝ: [1057, 899, 1234, 923]
- story2-filler-a: Ὁ ἀντιπρόσωπος ἐτόνισεν ὅτι αἱ ἀραβικαὶ χῶραι ἀπορρίπτουν κάθε λύσιν ἡ ὁποία θὰ ἐπιβραβεύσῃ τὴν ἐπιθετικότητα. Ἐξ ἄλλου, πληροφορίαι ἐκ Καΐρου ἀναφέρουν ὅτι ἡ Σοβιετικὴ Ἕνωσις ἀποστέλλει μεγάλας ποσότητας πολεμικοῦ ὑλικοῦ εἰς τὰς χώρας τῆς Μέσης Ἀνατολῆς, ἐνῷ εἰς τὴν Οὐάσιγκτων ἐπικρατεῖ ἀνησυχία διὰ τὴν ἐξέλιξιν τῆς καταστάσεως.: [5, 1360, 226, 1439]
- photo-title: ΑΙ ΣΤΡΑΤΙΩΤΙΚΑΙ ΕΠΙΔΕΙΞΕΙΣ ΕΙΣ ΤΟ ΚΙΛΚΙΣ: [5, 0, 454, 33]
- story1-headline: Τὸ χαρτοπαίγνιον, ἡ ρουλέττα καὶ τὰ στιγμιαῖα διαζύγια οἱ νόμιμοι πόροι τοῦ Λὰς Βέγκας: [22, 451, 437, 575]
- lower-b-filler-6: Ὁ ἀντιπρόσωπος ἐτόνισεν ὅτι αἱ ἀραβικαὶ χῶραι ἀπορρίπτουν κάθε λύσιν ἡ ὁποία θὰ ἐπιβραβεύσῃ τὴν ἐπιθετικότητα. Ἐξ ἄλλου, πληροφορίαι ἐκ Καΐρου ἀναφέρουν ὅτι ἡ Σοβιετικὴ Ἕνωσις ἀποστέλλει μεγάλας ποσότητας πολεμικοῦ ὑλικοῦ εἰς τὰς χώρας τῆς Μέσης Ἀνατολῆς, ἐνῷ εἰς τὴν Οὐάσιγκτων ἐπικρατεῖ ἀνησυχία διὰ τὴν ἐξέλιξιν τῆς καταστάσεως.: [755, 2045, 898, 2163]
- right-head-7: ΕΚΛΕΨΑΝ ΒΙΔΑΣ 25.000 ΛΙΒΡΩΝ: [1066, 1013, 1225, 1024]
- lower-filler-5: Ὁ ἀντιπρόσωπος ἐτόνισεν ὅτι αἱ ἀραβικαὶ χῶραι ἀπορρίπτουν κάθε λύσιν ἡ ὁποία θὰ ἐπιβραβεύσῃ τὴν ἐπιθετικότητα. Ἐξ ἄλλου, πληροφορίαι ἐκ Καΐρου ἀναφέρουν ὅτι ἡ Σοβιετικὴ Ἕνωσις ἀποστέλλει μεγάλας ποσότητας πολεμικοῦ ὑλικοῦ εἰς τὰς χώρας τῆς Μέσης Ἀνατολῆς, ἐνῷ εἰς τὴν Οὐάσιγκτων ἐπικρατεῖ ἀνησυχία διὰ τὴν ἐξέλιξιν τῆς καταστάσεως.: [604, 1911, 747, 2028]
- lower-b-filler-8: Ὁ ἀντιπρόσωπος ἐτόνισεν ὅτι αἱ ἀραβικαὶ χῶραι ἀπορρίπτουν κάθε λύσιν ἡ ὁποία θὰ ἐπιβραβεύσῃ τὴν ἐπιθετικότητα. Ἐξ ἄλλου, πληροφορίαι ἐκ Καΐρου ἀναφέρουν ὅτι ἡ Σοβιετικὴ Ἕνωσις ἀποστέλλει μεγάλας ποσότητας πολεμικοῦ ὑλικοῦ εἰς τὰς χώρας τῆς Μέσης Ἀνατολῆς, ἐνῷ εἰς τὴν Οὐάσιγκτων ἐπικρατεῖ ἀνησυχία διὰ τὴν ἐξέλιξιν τῆς καταστάσεως.: [755, 2324, 898, 2442]
- center-content: [460, 438, 1049, 2576]
- mini-head-6: ΤΟ ΒΑΤΙΚΑΝΟΝ ΕΝΔΙΑΦΕΡΕΤΑΙ ΔΙΑ ΤΟΥΣ ΥΠΑΝΑΠΤΥΚΤΟΥΣ: [460, 1505, 592, 1539]
- lower-head-6: ΑΝΕΠΙΣΗΜΟΝ ΕΓΓΡΑΦΟΝ: [617, 2033, 734, 2045]
- right-head-4: ΕΠΟΧΕΙΤΟ ΜΟΤΟΣΥΚΛΕΤΤΑΣ ΜΕ ΤΑ ΕΧΘΡΟΥ ΤΗΣ: [1057, 671, 1234, 696]
- lower-head-3: ΤΟ ΜΠΟΥΚΟΤΑΖ: [638, 1620, 713, 1632]
- lead-filler-d: Ὁ ἀντιπρόσωπος ἐτόνισεν ὅτι αἱ ἀραβικαὶ χῶραι ἀπορρίπτουν κάθε λύσιν ἡ ὁποία θὰ ἐπιβραβεύσῃ τὴν ἐπιθετικότητα. Ἐξ ἄλλου, πληροφορίαι ἐκ Καΐρου ἀναφέρουν ὅτι ἡ Σοβιετικὴ Ἕνωσις ἀποστέλλει μεγάλας ποσότητας πολεμικοῦ ὑλικοῦ εἰς τὰς χώρας τῆς Μέσης Ἀνατολῆς, ἐνῷ εἰς τὴν Οὐάσιγκτων ἐπικρατεῖ ἀνησυχία διὰ τὴν ἐξέλιξιν τῆς καταστάσεως.: [755, 607, 898, 724]
- lead-text: ΟΥΑΣΙΓΚΤΩΝ, 20. (Ἡν. Ἔθνη).— Ὁ ἀντιπρόσωπος τῆς Η.Α.Δ. εἰς τὰ Ἡν. Ἔθνη κ. Ἐλ Κονὺ ἐδήλωσεν ὅτι ὁ ἀραβικὸς κόσμος θὰ ἀνακτήσῃ ἐπὶ πάσῃ θυσίᾳ τὰ ἀπολεσθέντα ἐδάφη, τὰ ὁποῖα κατέλαβε τὸ Ἰσραήλ.: [604, 441, 1049, 470]
- mini-head-10: ΤΡΑΓΙΚΟΣ ΘΑΝΑΤΟΣ ΕΝΟΣ ΛΑΙΜΑΡΓΟΥ: [460, 2182, 592, 2206]
- story1-filler-c: Ὁ ἀντιπρόσωπος ἐτόνισεν ὅτι αἱ ἀραβικαὶ χῶραι ἀπορρίπτουν κάθε λύσιν ἡ ὁποία θὰ ἐπιβραβεύσῃ τὴν ἐπιθετικότητα. Ἐξ ἄλλου, πληροφορίαι ἐκ Καΐρου ἀναφέρουν ὅτι ἡ Σοβιετικὴ Ἕνωσις ἀποστέλλει μεγάλας ποσότητας πολεμικοῦ ὑλικοῦ εἰς τὰς χώρας τῆς Μέσης Ἀνατολῆς, ἐνῷ εἰς τὴν Οὐάσιγκτων ἐπικρατεῖ ἀνησυχία διὰ τὴν ἐξέλιξιν τῆς καταστάσεως.: [5, 851, 226, 929]
- right-head-9: Η ΙΑΠΩΝΙΑ ΔΕΝ ΑΓΟΡΑΖΕΙ ΒΟΥΛΓΑΡΙΚΟΝ ΣΙΤΟΝ: [1080, 1215, 1211, 1240]
- lower-c-filler-1: Ὁ ἀντιπρόσωπος ἐτόνισεν ὅτι αἱ ἀραβικαὶ χῶραι ἀπορρίπτουν κάθε λύσιν ἡ ὁποία θὰ ἐπιβραβεύσῃ τὴν ἐπιθετικότητα. Ἐξ ἄλλου, πληροφορίαι ἐκ Καΐρου ἀναφέρουν ὅτι ἡ Σοβιετικὴ Ἕνωσις ἀποστέλλει μεγάλας ποσότητας πολεμικοῦ ὑλικοῦ εἰς τὰς χώρας τῆς Μέσης Ἀνατολῆς, ἐνῷ εἰς τὴν Οὐάσιγκτων ἐπικρατεῖ ἀνησυχία διὰ τὴν ἐξέλιξιν τῆς καταστάσεως.: [906, 1364, 1049, 1481]
- right-head-3: ΑΝΕΒΛΗΘΗ Η ΔΙΚΗ ΤΟΥ ΦΥΓΟΣΤΡΑΤΟΥ ΚΑΣΙΟΥΣ ΚΛΑΙΗ: [1068, 558, 1223, 582]
- lower-filler-1: Ὁ ἀντιπρόσωπος ἐτόνισεν ὅτι αἱ ἀραβικαὶ χῶραι ἀπορρίπτουν κάθε λύσιν ἡ ὁποία θὰ ἐπιβραβεύσῃ τὴν ἐπιθετικότητα. Ἐξ ἄλλου, πληροφορίαι ἐκ Καΐρου ἀναφέρουν ὅτι ἡ Σοβιετικὴ Ἕνωσις ἀποστέλλει μεγάλας ποσότητας πολεμικοῦ ὑλικοῦ εἰς τὰς χώρας τῆς Μέσης Ἀνατολῆς, ἐνῷ εἰς τὴν Οὐάσιγκτων ἐπικρατεῖ ἀνησυχία διὰ τὴν ἐξέλιξιν τῆς καταστάσεως.: [604, 1364, 747, 1481]
- lead-sub4: ΤΑ ΙΣΡΑΗΛΙΝΑ ΣΥΜΦΕΡΟΝΤΑ: [911, 477, 1044, 489]
- lower-b-filler-7: Ὁ ἀντιπρόσωπος ἐτόνισεν ὅτι αἱ ἀραβικαὶ χῶραι ἀπορρίπτουν κάθε λύσιν ἡ ὁποία θὰ ἐπιβραβεύσῃ τὴν ἐπιθετικότητα. Ἐξ ἄλλου, πληροφορίαι ἐκ Καΐρου ἀναφέρουν ὅτι ἡ Σοβιετικὴ Ἕνωσις ἀποστέλλει μεγάλας ποσότητας πολεμικοῦ ὑλικοῦ εἰς τὰς χώρας τῆς Μέσης Ἀνατολῆς, ἐνῷ εἰς τὴν Οὐάσιγκτων ἐπικρατεῖ ἀνησυχία διὰ τὴν ἐξέλιξιν τῆς καταστάσεως.: [755, 2179, 898, 2297]
- mini-filler-7: Ὁ ἀντιπρόσωπος ἐτόνισεν ὅτι αἱ ἀραβικαὶ χῶραι ἀπορρίπτουν κάθε λύσιν ἡ ὁποία θὰ ἐπιβραβεύσῃ τὴν ἐπιθετικότητα. Ἐξ ἄλλου, πληροφορίαι ἐκ Καΐρου ἀναφέρουν ὅτι ἡ Σοβιετικὴ Ἕνωσις ἀποστέλλει μεγάλας ποσότητας πολεμικοῦ ὑλικοῦ εἰς τὰς χώρας τῆς Μέσης Ἀνατολῆς, ἐνῷ εἰς τὴν Οὐάσιγκτων ἐπικρατεῖ ἀνησυχία διὰ τὴν ἐξέλιξιν τῆς καταστάσεως.: [460, 1708, 592, 1844]
- right-filler-5: ΧΟΝΓΚ ΚΟΝΓΚ, 20. (Ἡνωμ. Τύπος).— Αἱ ἀντίπαλοι ὁμάδες τῶν Ἐρυθροφρουρῶν συνεκρούσθησαν καὶ πάλιν εἰς διαφόρους ἐπαρχίας τῆς Κίνας. Κατὰ τὰς πληροφορίας, ὁ ἀριθμὸς τῶν νεκρῶν ἀνέρχεται εἰς 15.000, ἐνῷ ἀναφέρεται ὅτι οἱ ἀντίπαλοι τοῦ Μάο κατέλαβον τὸ πυρηνικὸν ὁπλοστάσιον.: [1054, 812, 1237, 890]
- right-filler-4: ΧΟΝΓΚ ΚΟΝΓΚ, 20. (Ἡνωμ. Τύπος).— Αἱ ἀντίπαλοι ὁμάδες τῶν Ἐρυθροφρουρῶν συνεκρούσθησαν καὶ πάλιν εἰς διαφόρους ἐπαρχίας τῆς Κίνας. Κατὰ τὰς πληροφορίας, ὁ ἀριθμὸς τῶν νεκρῶν ἀνέρχεται εἰς 15.000, ἐνῷ ἀναφέρεται ὅτι οἱ ἀντίπαλοι τοῦ Μάο κατέλαβον τὸ πυρηνικὸν ὁπλοστάσιον.: [1054, 698, 1237, 776]
- lower-head-7: ΕΛΛΕΙΨΙΣ ΠΕΤΡΕΛΑΙΟΥ: [622, 2167, 728, 2179]
- left-column: [5, 0, 454, 1811]
- story1-text: ΛΑΣ ΒΕΓΚΑΣ, 20. (Ἰδ. ὑπ.).— Μία πόλις τῆς τρέλλας, ποὺ ζῇ ἀποκλειστικῶς ἀπὸ τὰ χαρτιὰ καὶ τὴν ρουλέτταν, ἀπὸ τὰ στιγμιαῖα διαζύγια καὶ ἀπὸ τοὺς τουρίστας οἱ ὁποῖοι συρρέουν ἀπὸ ὅλα τὰ σημεῖα τῶν Ἡνωμένων Πολιτειῶν διὰ νὰ δοκιμάσουν τὴν τύχην των.: [5, 619, 226, 677]
- lead-filler-a: Ὁ ἀντιπρόσωπος ἐτόνισεν ὅτι αἱ ἀραβικαὶ χῶραι ἀπορρίπτουν κάθε λύσιν ἡ ὁποία θὰ ἐπιβραβεύσῃ τὴν ἐπιθετικότητα. Ἐξ ἄλλου, πληροφορίαι ἐκ Καΐρου ἀναφέρουν ὅτι ἡ Σοβιετικὴ Ἕνωσις ἀποστέλλει μεγάλας ποσότητας πολεμικοῦ ὑλικοῦ εἰς τὰς χώρας τῆς Μέσης Ἀνατολῆς, ἐνῷ εἰς τὴν Οὐάσιγκτων ἐπικρατεῖ ἀνησυχία διὰ τὴν ἐξέλιξιν τῆς καταστάσεως.: [604, 473, 747, 590]
- mini-filler-9: Ὁ ἀντιπρόσωπος ἐτόνισεν ὅτι αἱ ἀραβικαὶ χῶραι ἀπορρίπτουν κάθε λύσιν ἡ ὁποία θὰ ἐπιβραβεύσῃ τὴν ἐπιθετικότητα. Ἐξ ἄλλου, πληροφορίαι ἐκ Καΐρου ἀναφέρουν ὅτι ἡ Σοβιετικὴ Ἕνωσις ἀποστέλλει μεγάλας ποσότητας πολεμικοῦ ὑλικοῦ εἰς τὰς χώρας τῆς Μέσης Ἀνατολῆς, ἐνῷ εἰς τὴν Οὐάσιγκτων ἐπικρατεῖ ἀνησυχία διὰ τὴν ἐξέλιξιν τῆς καταστάσεως.: [460, 2041, 592, 2178]
- continuation-note: ΣΥΝΕΧΕΙΑ ΕΙΣ ΤΗΝ 7ην ΣΕΛΙΔΑ: [286, 1549, 401, 1558]
- mini-head-8: Ο ΙΑΠΩΝ ΠΡΩΘΥΠΟΥΡΓΟΣ ΕΙΣ ΝΟΤ. ΚΟΡΕΑΝ: [460, 1849, 592, 1873]
- right-filler-6: ΧΟΝΓΚ ΚΟΝΓΚ, 20. (Ἡνωμ. Τύπος).— Αἱ ἀντίπαλοι ὁμάδες τῶν Ἐρυθροφρουρῶν συνεκρούσθησαν καὶ πάλιν εἰς διαφόρους ἐπαρχίας τῆς Κίνας. Κατὰ τὰς πληροφορίας, ὁ ἀριθμὸς τῶν νεκρῶν ἀνέρχεται εἰς 15.000, ἐνῷ ἀναφέρεται ὅτι οἱ ἀντίπαλοι τοῦ Μάο κατέλαβον τὸ πυρηνικὸν ὁπλοστάσιον.: [1054, 926, 1237, 1004]
- lower-b-filler-5: Ὁ ἀντιπρόσωπος ἐτόνισεν ὅτι αἱ ἀραβικαὶ χῶραι ἀπορρίπτουν κάθε λύσιν ἡ ὁποία θὰ ἐπιβραβεύσῃ τὴν ἐπιθετικότητα. Ἐξ ἄλλου, πληροφορίαι ἐκ Καΐρου ἀναφέρουν ὅτι ἡ Σοβιετικὴ Ἕνωσις ἀποστέλλει μεγάλας ποσότητας πολεμικοῦ ὑλικοῦ εἰς τὰς χώρας τῆς Μέσης Ἀνατολῆς, ἐνῷ εἰς τὴν Οὐάσιγκτων ἐπικρατεῖ ἀνησυχία διὰ τὴν ἐξέλιξιν τῆς καταστάσεως.: [755, 1911, 898, 2028]
- lower-body-cols: [604, 1213, 1049, 2576]
- lower-b-head-2: ΑΙ ΣΥΝΟΜΙΛΙΑΙ ΤΟΥ ΑΟΥΙΑΣ: [764, 1497, 889, 1508]
- story2-filler-d: Ὁ ἀντιπρόσωπος ἐτόνισεν ὅτι αἱ ἀραβικαὶ χῶραι ἀπορρίπτουν κάθε λύσιν ἡ ὁποία θὰ ἐπιβραβεύσῃ τὴν ἐπιθετικότητα. Ἐξ ἄλλου, πληροφορίαι ἐκ Καΐρου ἀναφέρουν ὅτι ἡ Σοβιετικὴ Ἕνωσις ἀποστέλλει μεγάλας ποσότητας πολεμικοῦ ὑλικοῦ εἰς τὰς χώρας τῆς Μέσης Ἀνατολῆς, ἐνῷ εἰς τὴν Οὐάσιγκτων ἐπικρατεῖ ἀνησυχία διὰ τὴν ἐξέλιξιν τῆς καταστάσεως.: [233, 1312, 454, 1391]
- section-headline: ΕΠΑΝΑΛΑΜΒΑΝΟΝΤΑΙ ΑΙ ΠΛΗΡΟΦΟΡΙΑΙ ΠΕΡΙ ΣΥΛΛΗΨΕΩΣ ΠΕΝΤΕ ΡΩΣΩΝ ΑΞΙΩΜΑΤΙΚΩΝ ΥΠΟ ΤΩΝ ΙΣΡΑΗΛΙΝΩΝ: [460, 388, 1049, 438]
- right-head-2: ΔΥΟ ΚΑΧΑΡΙΑΙ ΕΠΙΑ ΜΕΤΡΩΝ ΕΙΣ ΤΑ ΔΙΚΤΥΑ ΑΛΙΕΩΣ: [1056, 444, 1235, 469]
- main-subheadline: Πολὺ περισσότερα ὅπλα ἀπὸ τὴν Ἀμερικὴν παρέχει κατὰ τὴν Οὐάσιγκτων ἡ Μόσχα εἰς ὅλα τὰ κράτη τῆς Μέσης Ἀνατολῆς: [460, 259, 1049, 388]
- lower-c-filler-2: Ὁ ἀντιπρόσωπος ἐτόνισεν ὅτι αἱ ἀραβικαὶ χῶραι ἀπορρίπτουν κάθε λύσιν ἡ ὁποία θὰ ἐπιβραβεύσῃ τὴν ἐπιθετικότητα. Ἐξ ἄλλου, πληροφορίαι ἐκ Καΐρου ἀναφέρουν ὅτι ἡ Σοβιετικὴ Ἕνωσις ἀποστέλλει μεγάλας ποσότητας πολεμικοῦ ὑλικοῦ εἰς τὰς χώρας τῆς Μέσης Ἀνατολῆς, ἐνῷ εἰς τὴν Οὐάσιγκτων ἐπικρατεῖ ἀνησυχία διὰ τὴν ἐξέλιξιν τῆς καταστάσεως.: [906, 1509, 1049, 1626]
- right-filler-9: ΧΟΝΓΚ ΚΟΝΓΚ, 20. (Ἡνωμ. Τύπος).— Αἱ ἀντίπαλοι ὁμάδες τῶν Ἐρυθροφρουρῶν συνεκρούσθησαν καὶ πάλιν εἰς διαφόρους ἐπαρχίας τῆς Κίνας. Κατὰ τὰς πληροφορίας, ὁ ἀριθμὸς τῶν νεκρῶν ἀνέρχεται εἰς 15.000, ἐνῷ ἀναφέρεται ὅτι οἱ ἀντίπαλοι τοῦ Μάο κατέλαβον τὸ πυρηνικὸν ὁπλοστάσιον.: [1054, 1242, 1237, 1320]
- lead-filler-f: Ὁ ἀντιπρόσωπος ἐτόνισεν ὅτι αἱ ἀραβικαὶ χῶραι ἀπορρίπτουν κάθε λύσιν ἡ ὁποία θὰ ἐπιβραβεύσῃ τὴν ἐπιθετικότητα. Ἐξ ἄλλου, πληροφορίαι ἐκ Καΐρου ἀναφέρουν ὅτι ἡ Σοβιετικὴ Ἕνωσις ἀποστέλλει μεγάλας ποσότητας πολεμικοῦ ὑλικοῦ εἰς τὰς χώρας τῆς Μέσης Ἀνατολῆς, ἐνῷ εἰς τὴν Οὐάσιγκτων ἐπικρατεῖ ἀνησυχία διὰ τὴν: [906, 624, 1049, 731]
- right-head-8: ΙΣΧΥΡΟΣ ΣΕΙΣΜΟΣ ΕΙΣ ΤΑΣΚΕΝΔΗΝ: [1059, 1113, 1232, 1126]
- story2-filler-f: Ὁ ἀντιπρόσωπος ἐτόνισεν ὅτι αἱ ἀραβικαὶ χῶραι ἀπορρίπτουν κάθε λύσιν ἡ ὁποία θὰ ἐπιβραβεύσῃ τὴν ἐπιθετικότητα. Ἐξ ἄλλου, πληροφορίαι ἐκ Καΐρου ἀναφέρουν ὅτι ἡ Σοβιετικὴ Ἕνωσις ἀποστέλλει μεγάλας ποσότητας πολεμικοῦ ὑλικοῦ εἰς τὰς χώρας τῆς Μέσης Ἀνατολῆς, ἐνῷ εἰς τὴν Οὐάσιγκτων ἐπικρατεῖ ἀνησυχία διὰ τὴν ἐξέλιξιν τῆς καταστάσεως.: [233, 1468, 454, 1546]
- story1-filler-i: Ὁ ἀντιπρόσωπος ἐτόνισεν ὅτι αἱ ἀραβικαὶ χῶραι ἀπορρίπτουν κάθε λύσιν ἡ ὁποία θὰ ἐπιβραβεύσῃ τὴν ἐπιθετικότητα. Ἐξ ἄλλου, πληροφορίαι ἐκ Καΐρου ἀναφέρουν ὅτι ἡ Σοβιετικὴ Ἕνωσις ἀποστέλλει μεγάλας ποσότητας πολεμικοῦ ὑλικοῦ εἰς τὰς χώρας τῆς Μέσης Ἀνατολῆς, ἐνῷ εἰς τὴν Οὐάσιγκτων ἐπικρατεῖ ἀνησυχία διὰ τὴν ἐξέλιξιν τῆς καταστάσεως.: [233, 948, 454, 1027]
- lead-filler-c: Ὁ ἀντιπρόσωπος ἐτόνισεν ὅτι αἱ ἀραβικαὶ χῶραι ἀπορρίπτουν κάθε λύσιν ἡ ὁποία θὰ ἐπιβραβεύσῃ τὴν ἐπιθετικότητα. Ἐξ ἄλλου, πληροφορίαι ἐκ Καΐρου ἀναφέρουν ὅτι ἡ Σοβιετικὴ Ἕνωσις ἀποστέλλει μεγάλας ποσότητας πολεμικοῦ ὑλικοῦ εἰς τὰς χώρας τῆς Μέσης Ἀνατολῆς, ἐνῷ εἰς τὴν Οὐάσιγκτων ἐπικρατεῖ ἀνησυχία διὰ τὴν ἐξέλιξιν τῆς καταστάσεως.: [755, 473, 898, 590]
- lower-c-head-1: ΚΑΤΑΠΤΗΣΙΣ ΕΡΓΑΤΩΝ: [926, 1351, 1029, 1363]
- mini-head-1: ΣΥΝΕΣΤΗΘΗ ΕΠΙΤΡΟΠΗ ΔΙΑ ΤΗΝ ΙΔΡΥΣΙΝ ΛΑΤΙΝΟΑΜΕΡΙΚΑΝΙΚΗΣ ΚΟΙΝΗΣ ΑΓΟΡΑΣ: [460, 579, 592, 624]
- lower-c-head-0: ΠΑΡΑΙΤΗΣΙΣ ΤΟΥ «ΠΡΑΒΔΑ»: [914, 1217, 1042, 1229]
- story1-sub1: ΤΕΛΕΙΩΝ ΠΕΡΙΒΑΛΛΟΝ: [62, 760, 168, 772]
- mini-head-9: ΑΝΕΛΠΙΣΤΟΣ ΣΩΤΗΡΙΑ ΔΥΟ ΑΕΡΟΝΑΥΤΩΝ: [460, 2016, 592, 2039]
- top-banner: Ὡς ἐδήλωσεν ὁ ἀντιπρόσωπος τῆς ΗΑΔ εἰς τὰ Ην. Ἔθνη: [460, 0, 1049, 57]
- lower-b-filler-4: Ὁ ἀντιπρόσωπος ἐτόνισεν ὅτι αἱ ἀραβικαὶ χῶραι ἀπορρίπτουν κάθε λύσιν ἡ ὁποία θὰ ἐπιβραβεύσῃ τὴν ἐπιθετικότητα. Ἐξ ἄλλου, πληροφορίαι ἐκ Καΐρου ἀναφέρουν ὅτι ἡ Σοβιετικὴ Ἕνωσις ἀποστέλλει μεγάλας ποσότητας πολεμικοῦ ὑλικοῦ εἰς τὰς χώρας τῆς Μέσης Ἀνατολῆς, ἐνῷ εἰς τὴν Οὐάσιγκτων ἐπικρατεῖ ἀνησυχία διὰ τὴν ἐξέλιξιν τῆς καταστάσεως.: [755, 1777, 898, 1894]
- right-column: [1054, 0, 1237, 1811]
- story2-body: [5, 1309, 454, 1595]
- story1-filler-h: Ὁ ἀντιπρόσωπος ἐτόνισεν ὅτι αἱ ἀραβικαὶ χῶραι ἀπορρίπτουν κάθε λύσιν ἡ ὁποία θὰ ἐπιβραβεύσῃ τὴν ἐπιθετικότητα. Ἐξ ἄλλου, πληροφορίαι ἐκ Καΐρου ἀναφέρουν ὅτι ἡ Σοβιετικὴ Ἕνωσις ἀποστέλλει μεγάλας ποσότητας πολεμικοῦ ὑλικοῦ εἰς τὰς χώρας τῆς Μέσης Ἀνατολῆς, ἐνῷ εἰς τὴν Οὐάσιγκτων ἐπικρατεῖ ἀνησυχία διὰ τὴν ἐξέλιξιν τῆς καταστάσεως.: [233, 870, 454, 948]
- right-filler-2: ΧΟΝΓΚ ΚΟΝΓΚ, 20. (Ἡνωμ. Τύπος).— Αἱ ἀντίπαλοι ὁμάδες τῶν Ἐρυθροφρουρῶν συνεκρούσθησαν καὶ πάλιν εἰς διαφόρους ἐπαρχίας τῆς Κίνας. Κατὰ τὰς πληροφορίας, ὁ ἀριθμὸς τῶν νεκρῶν ἀνέρχεται εἰς 15.000, ἐνῷ ἀναφέρεται ὅτι οἱ ἀντίπαλοι τοῦ Μάο κατέλαβον τὸ πυρηνικὸν ὁπλοστάσιον.: [1054, 471, 1237, 549]
- story2-filler-c: Ὁ ἀντιπρόσωπος ἐτόνισεν ὅτι αἱ ἀραβικαὶ χῶραι ἀπορρίπτουν κάθε λύσιν ἡ ὁποία θὰ ἐπιβραβεύσῃ τὴν ἐπιθετικότητα. Ἐξ ἄλλου, πληροφορίαι ἐκ Καΐρου ἀναφέρουν ὅτι ἡ Σοβιετικὴ Ἕνωσις ἀποστέλλει μεγάλας ποσότητας πολεμικοῦ ὑλικοῦ εἰς τὰς χώρας τῆς Μέσης Ἀνατολῆς, ἐνῷ εἰς τὴν Οὐάσιγκτων ἐπικρατεῖ ἀνησυχία διὰ τὴν ἐξέλιξιν τῆς καταστάσεως.: [5, 1517, 226, 1595]
- mini-filler-11: Ὁ ἀντιπρόσωπος ἐτόνισεν ὅτι αἱ ἀραβικαὶ χῶραι ἀπορρίπτουν κάθε λύσιν ἡ ὁποία θὰ ἐπιβραβεύσῃ τὴν ἐπιθετικότητα. Ἐξ ἄλλου, πληροφορίαι ἐκ Καΐρου ἀναφέρουν ὅτι ἡ Σοβιετικὴ Ἕνωσις ἀποστέλλει μεγάλας ποσότητας πολεμικοῦ ὑλικοῦ εἰς τὰς χώρας τῆς Μέσης Ἀνατολῆς, ἐνῷ εἰς τὴν Οὐάσιγκτων ἐπικρατεῖ ἀνησυχία διὰ τὴν ἐξέλιξιν τῆς καταστάσεως.: [460, 2375, 592, 2512]
- story1-filler-g: Ὁ ἀντιπρόσωπος ἐτόνισεν ὅτι αἱ ἀραβικαὶ χῶραι ἀπορρίπτουν κάθε λύσιν ἡ ὁποία θὰ ἐπιβραβεύσῃ τὴν ἐπιθετικότητα. Ἐξ ἄλλου, πληροφορίαι ἐκ Καΐρου ἀναφέρουν ὅτι ἡ Σοβιετικὴ Ἕνωσις ἀποστέλλει μεγάλας ποσότητας πολεμικοῦ ὑλικοῦ εἰς τὰς χώρας τῆς Μέσης Ἀνατολῆς, ἐνῷ εἰς τὴν Οὐάσιγκτων ἐπικρατεῖ ἀνησυχία διὰ τὴν ἐξέλιξιν τῆς καταστάσεως.: [233, 792, 454, 870]
- main-headline: Τὰ ἀραβικὰ κράτη θὰ ἀνακτήσουν «πάσῃ θυσίᾳ» τὰ κυριευθέντα ἐδάφη: [471, 57, 1038, 256]
- mini-filler-6: Ὁ ἀντιπρόσωπος ἐτόνισεν ὅτι αἱ ἀραβικαὶ χῶραι ἀπορρίπτουν κάθε λύσιν ἡ ὁποία θὰ ἐπιβραβεύσῃ τὴν ἐπιθετικότητα. Ἐξ ἄλλου, πληροφορίαι ἐκ Καΐρου ἀναφέρουν ὅτι ἡ Σοβιετικὴ Ἕνωσις ἀποστέλλει μεγάλας ποσότητας πολεμικοῦ ὑλικοῦ εἰς τὰς χώρας τῆς Μέσης Ἀνατολῆς, ἐνῷ εἰς τὴν Οὐάσιγκτων ἐπικρατεῖ ἀνησυχία διὰ τὴν ἐξέλιξιν τῆς καταστάσεως.: [460, 1540, 592, 1677]
- mini-head-5: Η ΑΕΡΟΠΟΡΟΣ ΠΕΛΕΓΡΕΝΟ ΕΙΣ ΑΓΚΥΡΑΝ: [460, 1338, 592, 1361]
- mini-filler-8: Ὁ ἀντιπρόσωπος ἐτόνισεν ὅτι αἱ ἀραβικαὶ χῶραι ἀπορρίπτουν κάθε λύσιν ἡ ὁποία θὰ ἐπιβραβεύσῃ τὴν ἐπιθετικότητα. Ἐξ ἄλλου, πληροφορίαι ἐκ Καΐρου ἀναφέρουν ὅτι ἡ Σοβιετικὴ Ἕνωσις ἀποστέλλει μεγάλας ποσότητας πολεμικοῦ ὑλικοῦ εἰς τὰς χώρας τῆς Μέσης Ἀνατολῆς, ἐνῷ εἰς τὴν Οὐάσιγκτων ἐπικρατεῖ ἀνησυχία διὰ τὴν ἐξέλιξιν τῆς καταστάσεως.: [460, 1874, 592, 2011]
- lower-b-filler-0: Ὁ ἀντιπρόσωπος ἐτόνισεν ὅτι αἱ ἀραβικαὶ χῶραι ἀπορρίπτουν κάθε λύσιν ἡ ὁποία θὰ ἐπιβραβεύσῃ τὴν ἐπιθετικότητα. Ἐξ ἄλλου, πληροφορίαι ἐκ Καΐρου ἀναφέρουν ὅτι ἡ Σοβιετικὴ Ἕνωσις ἀποστέλλει μεγάλας ποσότητας πολεμικοῦ ὑλικοῦ εἰς τὰς χώρας τῆς Μέσης Ἀνατολῆς, ἐνῷ εἰς τὴν Οὐάσιγκτων ἐπικρατεῖ ἀνησυχία διὰ τὴν ἐξέλιξιν τῆς καταστάσεως.: [755, 1230, 898, 1347]
- lead-sub3: ΥΠΟΣΧΕΣΙΣ ΤΟΥ ΝΤΑΓΙΑΝ: [919, 611, 1036, 623]
- story2-filler-e: Ὁ ἀντιπρόσωπος ἐτόνισεν ὅτι αἱ ἀραβικαὶ χῶραι ἀπορρίπτουν κάθε λύσιν ἡ ὁποία θὰ ἐπιβραβεύσῃ τὴν ἐπιθετικότητα. Ἐξ ἄλλου, πληροφορίαι ἐκ Καΐρου ἀναφέρουν ὅτι ἡ Σοβιετικὴ Ἕνωσις ἀποστέλλει μεγάλας ποσότητας πολεμικοῦ ὑλικοῦ εἰς τὰς χώρας τῆς Μέσης Ἀνατολῆς, ἐνῷ εἰς τὴν Οὐάσιγκτων ἐπικρατεῖ ἀνησυχία διὰ τὴν ἐξέλιξιν τῆς καταστάσεως.: [233, 1390, 454, 1468]
- mini-filler-3: Ὁ ἀντιπρόσωπος ἐτόνισεν ὅτι αἱ ἀραβικαὶ χῶραι ἀπορρίπτουν κάθε λύσιν ἡ ὁποία θὰ ἐπιβραβεύσῃ τὴν ἐπιθετικότητα. Ἐξ ἄλλου, πληροφορίαι ἐκ Καΐρου ἀναφέρουν ὅτι ἡ Σοβιετικὴ Ἕνωσις ἀποστέλλει μεγάλας ποσότητας πολεμικοῦ ὑλικοῦ εἰς τὰς χώρας τῆς Μέσης Ἀνατολῆς, ἐνῷ εἰς τὴν Οὐάσιγκτων ἐπικρατεῖ ἀνησυχία διὰ τὴν ἐξέλιξιν τῆς καταστάσεως.: [460, 1018, 592, 1155]
- right-filler-8: ΧΟΝΓΚ ΚΟΝΓΚ, 20. (Ἡνωμ. Τύπος).— Αἱ ἀντίπαλοι ὁμάδες τῶν Ἐρυθροφρουρῶν συνεκρούσθησαν καὶ πάλιν εἰς διαφόρους ἐπαρχίας τῆς Κίνας. Κατὰ τὰς πληροφορίας, ὁ ἀριθμὸς τῶν νεκρῶν ἀνέρχεται εἰς 15.000, ἐνῷ ἀναφέρεται ὅτι οἱ ἀντίπαλοι τοῦ Μάο κατέλαβον τὸ πυρηνικὸν ὁπλοστάσιον.: [1054, 1128, 1237, 1206]
